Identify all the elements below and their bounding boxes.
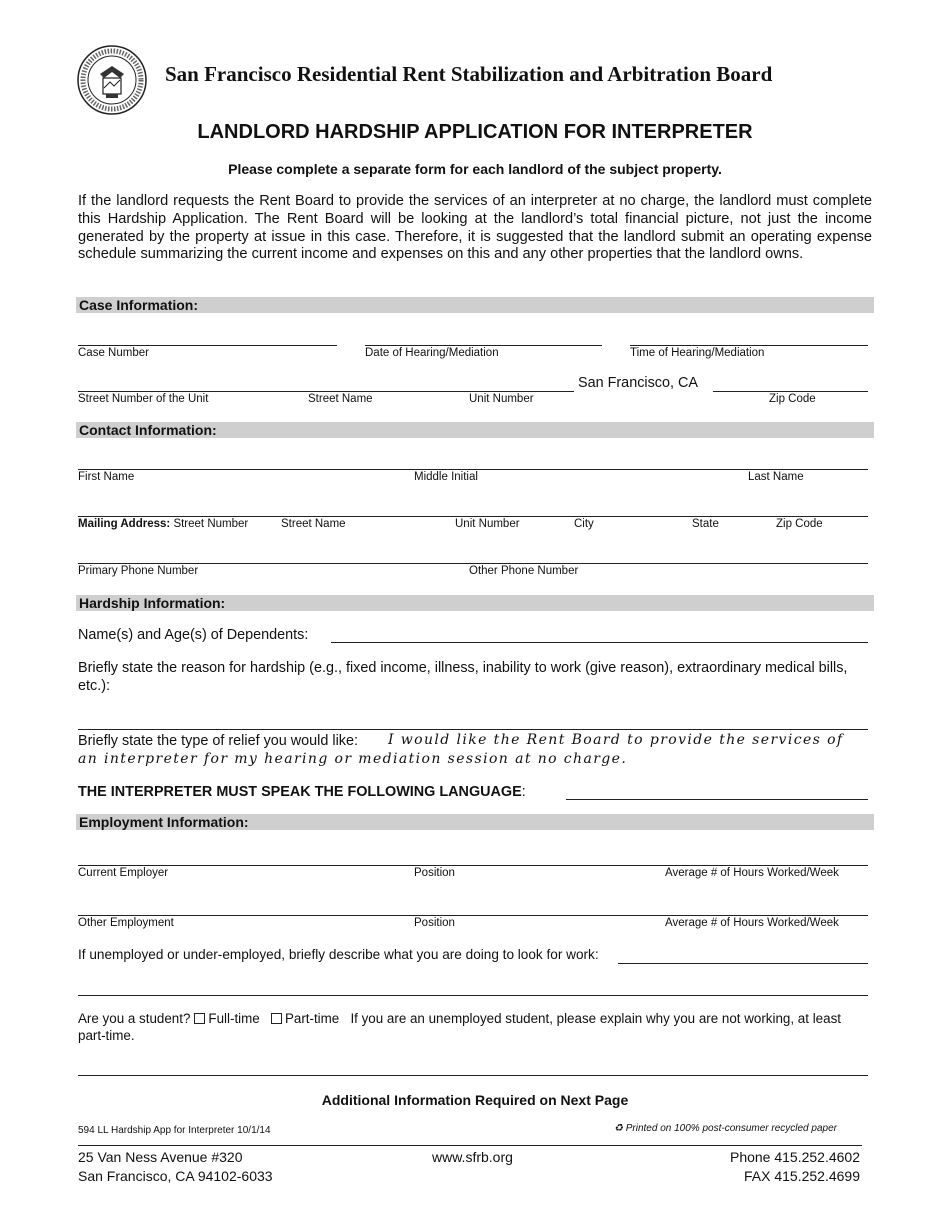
unit-zip-field[interactable] [713,391,868,392]
mailing-street-number-text: Street Number [173,518,249,530]
unit-city-value: San Francisco, CA [578,375,698,391]
mailing-address-bold: Mailing Address: [78,518,171,530]
other-position-label: Position [414,917,455,929]
footer-phone: Phone 415.252.4602 [729,1149,860,1165]
mailing-city-label: City [574,518,594,530]
hearing-time-field[interactable] [630,345,868,346]
board-name: San Francisco Residential Rent Stabilization and Arbitration Board [165,62,773,86]
recycle-icon: ♻ [614,1123,623,1134]
language-label-colon: : [521,784,526,800]
middle-initial-label: Middle Initial [414,471,478,483]
recycled-text: Printed on 100% post-consumer recycled paper [625,1123,837,1134]
other-hours-label: Average # of Hours Worked/Week [665,917,839,929]
relief-value-line-1[interactable]: I would like the Rent Board to provide the services of [388,732,844,748]
address-line-1: 25 Van Ness Avenue #320 [78,1149,243,1165]
unit-street-name-label: Street Name [308,393,373,405]
language-label [78,784,526,800]
hearing-date-field[interactable] [365,345,602,346]
unemployed-field-2[interactable] [78,995,868,996]
student-question-text: Are you a student? [78,1011,191,1026]
footer-address [78,1148,273,1186]
unit-address-field[interactable] [78,391,574,392]
case-number-field[interactable] [78,345,337,346]
mailing-address-field[interactable] [78,516,868,517]
hardship-reason-field[interactable] [78,729,868,730]
first-name-label: First Name [78,471,135,483]
unit-street-number-label: Street Number of the Unit [78,393,209,405]
name-field[interactable] [78,469,868,470]
dependents-field[interactable] [331,642,868,643]
case-info-heading: Case Information: [79,297,199,313]
mailing-zip-label: Zip Code [776,518,823,530]
current-hours-label: Average # of Hours Worked/Week [665,867,839,879]
other-employment-field[interactable] [78,915,868,916]
intro-paragraph: If the landlord requests the Rent Board to provide the services of an interpreter at no charge, the landlord must complete this Hardship Application. The Rent Board will be looking at the landlord’s total financial picture, not just the income generated by the property at issue in this case. Therefore, it is suggested that the landlord submit an operating expense schedule summarizing the current income and expenses on this and any other properties that the landlord owns. [78,193,872,263]
full-time-checkbox[interactable] [194,1013,205,1024]
mailing-street-number-label [78,518,248,530]
employment-info-band [76,814,874,830]
unemployed-field-1[interactable] [618,963,868,964]
current-employer-label: Current Employer [78,867,169,879]
footer-fax: FAX 415.252.4699 [744,1168,860,1184]
footer-divider [78,1145,862,1146]
student-question [78,1011,868,1044]
hardship-info-band [76,595,874,611]
phone-field[interactable] [78,563,868,564]
other-employment-label: Other Employment [78,917,174,929]
part-time-label: Part-time [284,1011,340,1026]
city-seal-logo [76,44,148,116]
next-page-notice: Additional Information Required on Next Page [321,1092,629,1108]
form-id: 594 LL Hardship App for Interpreter 10/1/14 [78,1125,271,1136]
contact-info-heading: Contact Information: [79,422,217,438]
unit-zip-label: Zip Code [769,393,816,405]
address-line-2: San Francisco, CA 94102-6033 [78,1168,273,1184]
unit-number-label: Unit Number [469,393,534,405]
relief-label: Briefly state the type of relief you would like: [78,733,358,749]
hearing-date-label: Date of Hearing/Mediation [365,347,499,359]
language-field[interactable] [566,799,868,800]
student-explain-field[interactable] [78,1075,868,1076]
unemployed-label: If unemployed or under-employed, briefly describe what you are doing to look for work: [78,947,599,962]
primary-phone-label: Primary Phone Number [78,565,199,577]
hearing-time-label: Time of Hearing/Mediation [630,347,765,359]
contact-info-band [76,422,874,438]
footer-website[interactable]: www.sfrb.org [432,1149,513,1165]
dependents-label: Name(s) and Age(s) of Dependents: [78,627,309,643]
recycled-notice [614,1123,837,1134]
employment-info-heading: Employment Information: [79,814,249,830]
case-number-label: Case Number [78,347,149,359]
case-info-band [76,297,874,313]
other-phone-label: Other Phone Number [469,565,579,577]
mailing-unit-number-label: Unit Number [455,518,520,530]
relief-value-line-2[interactable]: an interpreter for my hearing or mediation session at no charge. [78,751,628,767]
footer-contact [660,1148,860,1186]
full-time-label: Full-time [208,1011,260,1026]
hardship-reason-label: Briefly state the reason for hardship (e.g., fixed income, illness, inability to work (give reason), extraordinary medical bills, etc.): [78,660,848,694]
student-explain-text: If you are an unemployed student, please explain why you are not working, at least part-time. [78,1011,841,1043]
mailing-state-label: State [692,518,719,530]
page-title: LANDLORD HARDSHIP APPLICATION FOR INTERPRETER [197,121,753,143]
last-name-label: Last Name [748,471,804,483]
page-subtitle: Please complete a separate form for each landlord of the subject property. [228,161,722,177]
current-position-label: Position [414,867,455,879]
current-employer-field[interactable] [78,865,868,866]
hardship-info-heading: Hardship Information: [79,595,226,611]
language-label-text: THE INTERPRETER MUST SPEAK THE FOLLOWING LANGUAGE [78,784,522,800]
mailing-street-name-label: Street Name [281,518,346,530]
part-time-checkbox[interactable] [271,1013,282,1024]
